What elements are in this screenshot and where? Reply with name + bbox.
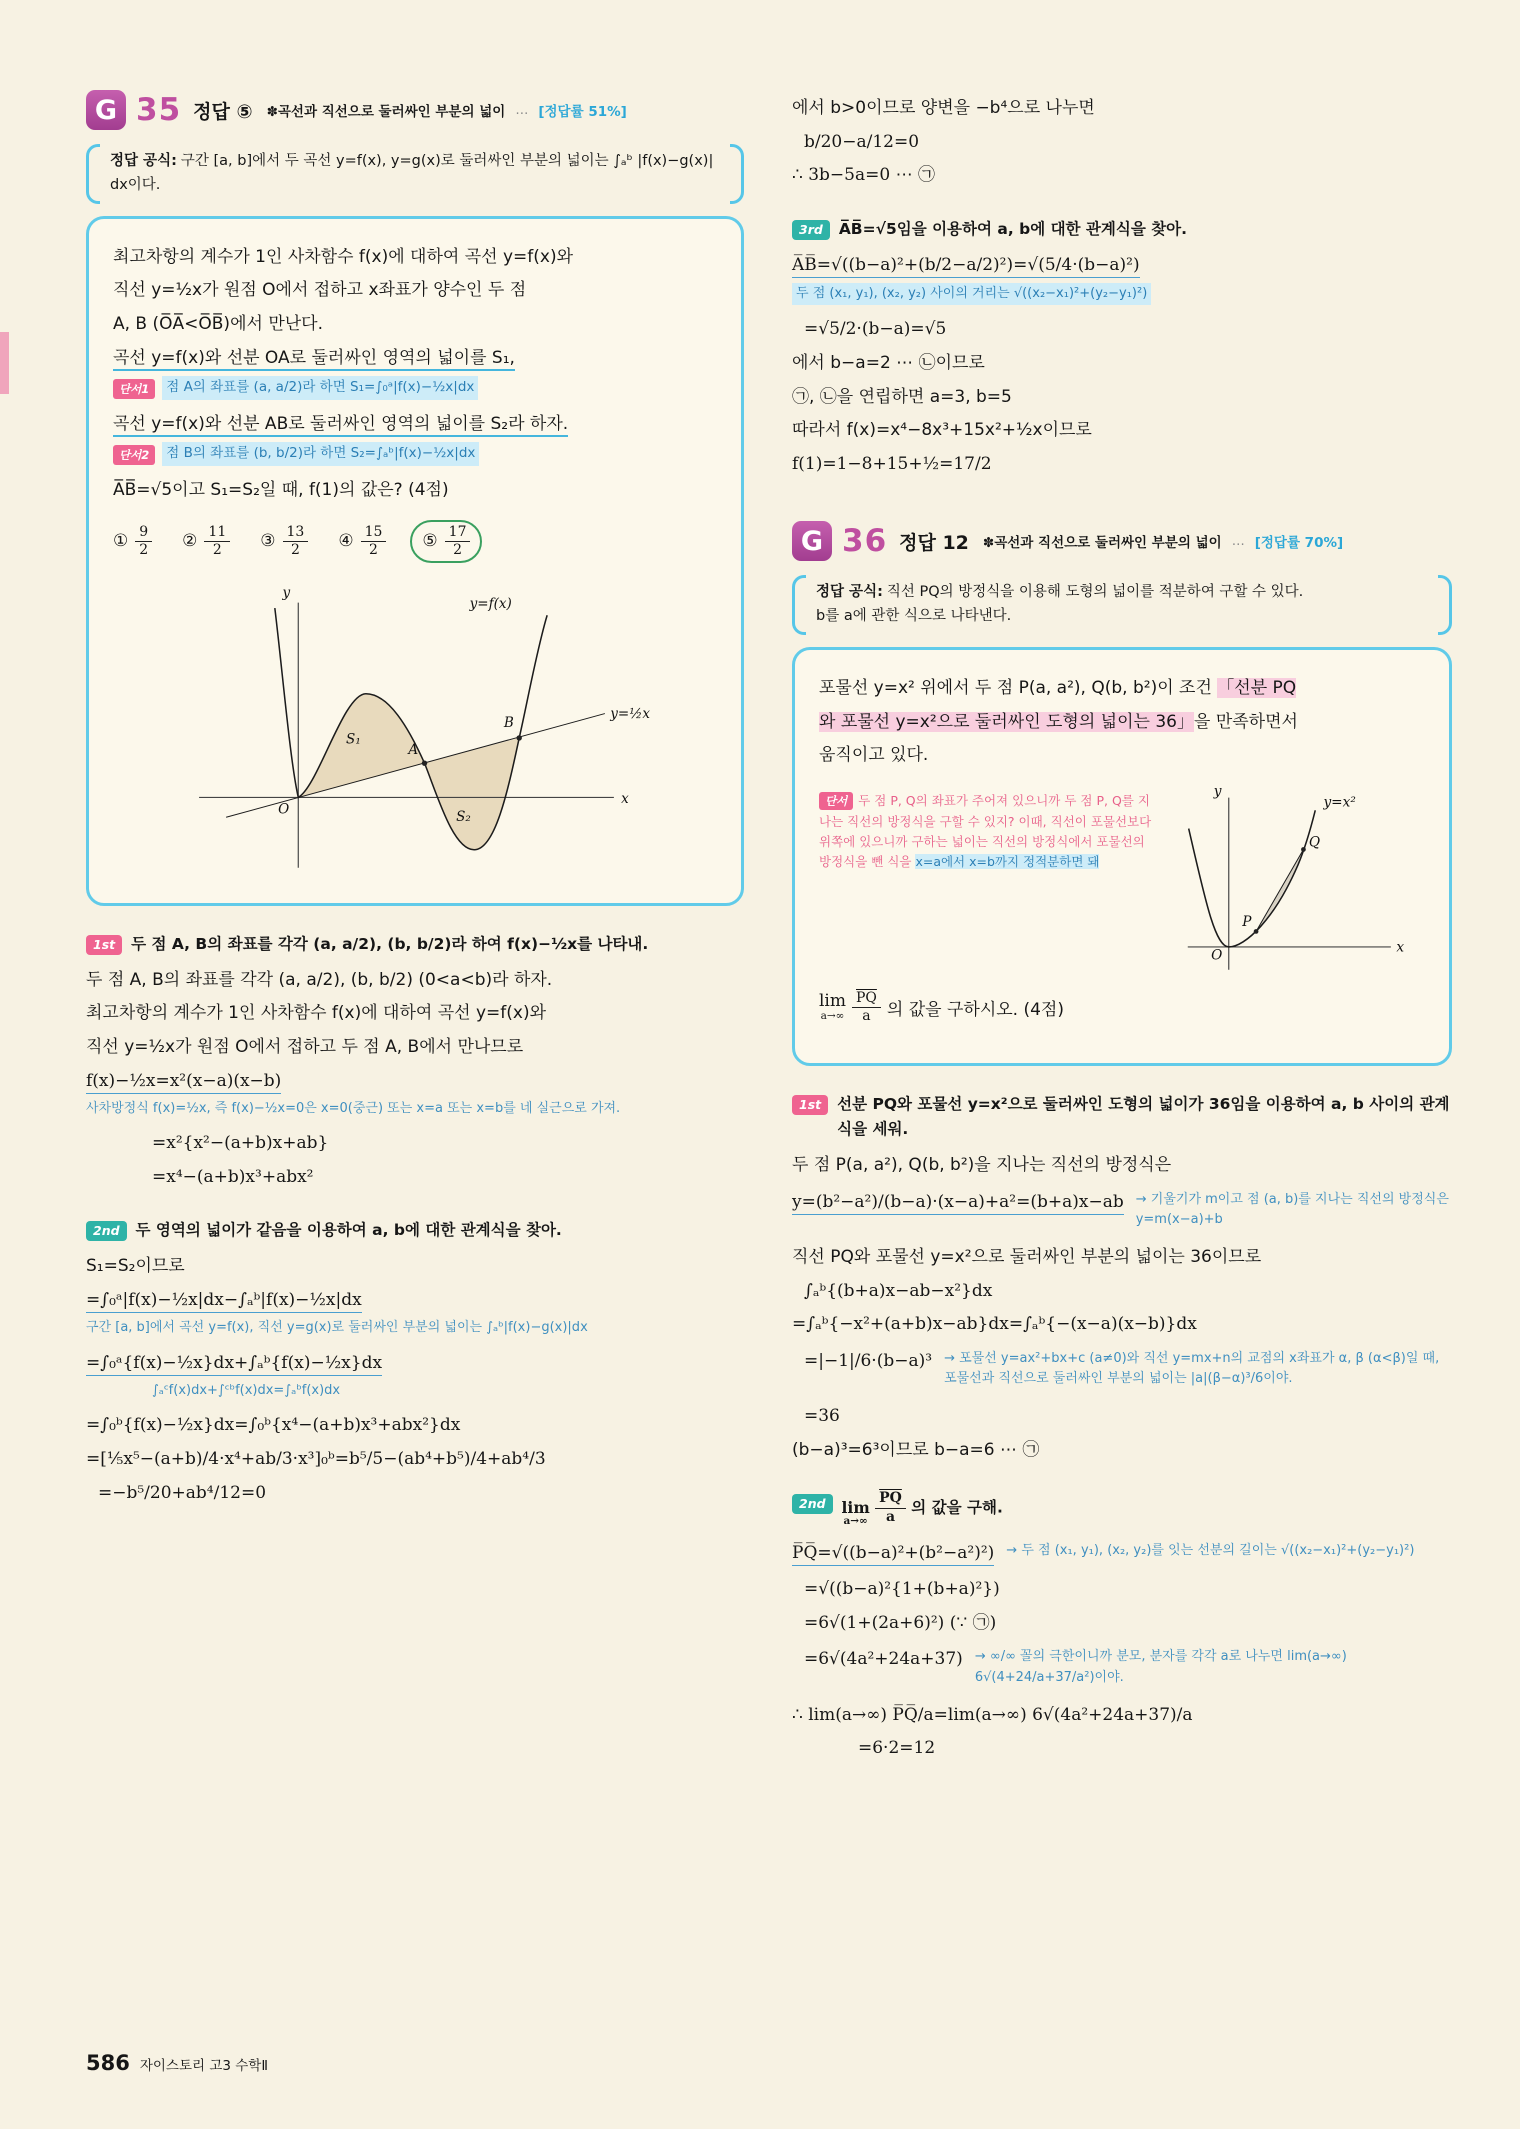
problem-35-header	[86, 90, 744, 130]
choice-1-fraction	[135, 525, 152, 559]
lim-text: lim	[819, 991, 846, 1012]
solution-formula: =6√(1+(2a+6)²) (∵ ㉠)	[804, 1612, 997, 1633]
note-text: ∞/∞ 꼴의 극한이니까 분모, 분자를 각각 a로 나누면 lim(a→∞) 6√(4+24/a+37/a²)이야.	[974, 1649, 1347, 1685]
curve-label: y=f(x)	[469, 596, 512, 613]
problem-35-letter-badge: G	[86, 90, 126, 130]
fraction-denominator: 2	[139, 541, 149, 558]
annotated-formula: =∫₀ᵃ{f(x)−½x}dx+∫ₐᵇ{f(x)−½x}dx	[86, 1353, 382, 1376]
arrow-icon: →	[1135, 1191, 1147, 1207]
fraction-numerator: 15	[361, 525, 387, 542]
solution-formula: =x⁴−(a+b)x³+abx²	[152, 1166, 314, 1187]
solution-formula: f(1)=1−8+15+½=17/2	[792, 453, 992, 474]
solution-formula: ∫ₐᵇ{(b+a)x−ab−x²}dx	[804, 1280, 993, 1301]
answer-formula-box-36	[792, 575, 1452, 635]
clue-and-graph-row	[819, 779, 1425, 979]
solution-formula	[792, 1187, 1124, 1218]
step-1-head	[792, 1092, 1452, 1142]
solution-note: 사차방정식 f(x)=½x, 즉 f(x)−½x=0은 x=0(중근) 또는 x=a 또는 x=b를 네 실근으로 가져.	[86, 1101, 621, 1117]
step-1-head	[86, 932, 744, 957]
step-3-head	[792, 217, 1452, 242]
formula-with-note	[792, 1641, 1452, 1696]
origin-label: O	[1211, 947, 1223, 964]
bracket-left-icon	[86, 144, 100, 204]
solution-line: S₁=S₂이므로	[86, 1256, 185, 1277]
solution-form_ula	[86, 1285, 744, 1316]
solution-note	[1136, 1190, 1452, 1230]
dots-separator: …	[515, 102, 529, 118]
solution-note	[975, 1647, 1452, 1687]
question-line	[819, 707, 1425, 738]
solution-note: 구간 [a, b]에서 곡선 y=f(x), 직선 y=g(x)로 둘러싸인 부분의 넓이는 ∫ₐᵇ|f(x)−g(x)|dx	[86, 1320, 588, 1336]
solution-formula: =[⅕x⁵−(a+b)/4·x⁴+ab/3·x³]₀ᵇ=b⁵/5−(ab⁴+b⁵)/4+ab⁴/3	[86, 1448, 546, 1469]
step-2-badge: 2nd	[792, 1494, 833, 1514]
clue-1-badge: 단서1	[113, 379, 155, 399]
clue-2-text: 점 B의 좌표를 (b, b/2)라 하면 S₂=∫ₐᵇ|f(x)−½x|dx	[162, 442, 479, 466]
step-2-title	[842, 1491, 1003, 1526]
dots-separator: …	[1231, 533, 1245, 549]
point-a-label: A	[407, 742, 418, 759]
clue-1	[113, 376, 717, 400]
point-q-label: Q	[1308, 834, 1321, 851]
solution-line: 직선 y=½x가 원점 O에서 접하고 두 점 A, B에서 만나므로	[86, 1036, 524, 1057]
point-b-label: B	[503, 715, 514, 732]
g35-solution-step-3	[792, 217, 1452, 480]
question-tail: 의 값을 구하시오. (4점)	[886, 1000, 1064, 1021]
solution-note	[792, 283, 1452, 305]
problem-36-rate: [정답률 70%]	[1254, 535, 1344, 552]
chord-pq	[1256, 849, 1303, 931]
step-1-badge: 1st	[792, 1095, 828, 1115]
choice-4	[338, 525, 386, 559]
g36-solution-step-2	[792, 1491, 1452, 1764]
clue-1-text: 점 A의 좌표를 (a, a/2)라 하면 S₁=∫₀ᵃ|f(x)−½x|dx	[162, 376, 478, 400]
clue-note	[819, 791, 1157, 966]
problem-35-number: 35	[136, 92, 182, 128]
parabola-curve	[1189, 810, 1316, 947]
bracket-left-icon	[792, 575, 806, 635]
page-edge-mark	[0, 332, 9, 394]
problem-36-topic: ✽곡선과 직선으로 둘러싸인 부분의 넓이	[982, 535, 1222, 552]
solution-line: 에서 b−a=2 ⋯ ㉡이므로	[792, 352, 985, 373]
underlined-text: 곡선 y=f(x)와 선분 OA로 둘러싸인 영역의 넓이를 S₁,	[113, 348, 515, 371]
fraction-numerator: 11	[204, 525, 230, 542]
problem-35-topic: ✽곡선과 직선으로 둘러싸인 부분의 넓이	[266, 104, 506, 120]
choice-3	[260, 525, 308, 559]
fraction-denominator: a	[885, 1508, 896, 1525]
choice-5-selected	[410, 520, 482, 564]
clue-2	[113, 442, 717, 466]
pq-over-a-fraction	[852, 991, 881, 1025]
question-limit-expression	[819, 991, 1425, 1025]
clue-pink-text: 두 점 P, Q의 좌표가 주어져 있으니까 두 점 P, Q를 지나는 직선의 방정식을 구할 수 있지? 이때, 직선이 포물선보다 위쪽에 있으니까 구하는 넓이는 직선의 방정식에서 포물선의 방정식을 뺀 식을	[819, 793, 1152, 870]
annotated-formula: A̅B̅=√((b−a)²+(b/2−a/2)²)=√(5/4·(b−a)²)	[792, 255, 1140, 278]
step-3-title: A̅B̅=√5임을 이용하여 a, b에 대한 관계식을 찾아.	[838, 219, 1188, 238]
step-2-badge: 2nd	[86, 1221, 127, 1241]
solution-formula: ∴ lim(a→∞) P̅Q̅/a=lim(a→∞) 6√(4a²+24a+37)/a	[792, 1704, 1193, 1725]
solution-formula: b/20−a/12=0	[804, 131, 920, 152]
question-line: 직선 y=½x가 원점 O에서 접하고 x좌표가 양수인 두 점	[113, 280, 527, 301]
answer-choices	[113, 520, 717, 564]
clue-badge: 단서	[819, 792, 853, 810]
formula-with-note	[792, 1343, 1452, 1398]
step-3-badge: 3rd	[792, 220, 830, 240]
arrow-icon: →	[974, 1649, 986, 1665]
solution-formula: =x²{x²−(a+b)x+ab}	[152, 1133, 329, 1154]
problem-36-graph	[1165, 783, 1420, 979]
question-line: 움직이고 있다.	[819, 745, 929, 766]
problem-35-answer-label: 정답 ⑤	[193, 100, 253, 123]
question-line: 최고차항의 계수가 1인 사차함수 f(x)에 대하여 곡선 y=f(x)와	[113, 246, 574, 267]
highlighted-condition: 와 포물선 y=x²으로 둘러싸인 도형의 넓이는 36」	[819, 711, 1194, 732]
step-2-head	[86, 1218, 744, 1243]
formula-body-line2: b를 a에 관한 식으로 나타낸다.	[816, 608, 1012, 625]
problem-36-answer-label: 정답 12	[899, 531, 969, 554]
g35-solution-continued	[792, 93, 1452, 191]
problem-36-letter-badge: G	[792, 521, 832, 561]
fraction-numerator: $\overline{PQ}$	[875, 1491, 906, 1508]
y-axis-label: y	[1213, 783, 1222, 800]
bracket-right-icon	[1438, 575, 1452, 635]
annotated-formula: P̅Q̅=√((b−a)²+(b²−a²)²)	[792, 1543, 994, 1566]
step-1-title: 선분 PQ와 포물선 y=x²으로 둘러싸인 도형의 넓이가 36임을 이용하여 a, b 사이의 관계식을 세워.	[837, 1095, 1450, 1139]
choice-4-fraction	[361, 525, 387, 559]
choice-4-marker: ④	[338, 531, 354, 552]
step-2-head	[792, 1491, 1452, 1526]
choice-3-marker: ③	[260, 531, 276, 552]
question-text: 을 만족하면서	[1194, 711, 1298, 732]
pq-over-a-fraction	[875, 1491, 906, 1525]
step-title-tail: 의 값을 구해.	[911, 1498, 1003, 1517]
question-line	[113, 343, 717, 374]
g35-solution-step-2	[86, 1218, 744, 1508]
problem-36-header	[792, 521, 1452, 561]
s2-label: S₂	[455, 809, 471, 826]
solution-formula: =6√(4a²+24a+37)	[804, 1649, 963, 1670]
arrow-icon: →	[944, 1350, 955, 1366]
formula-with-note	[792, 1184, 1452, 1239]
formula-body-line1: 직선 PQ의 방정식을 이용해 도형의 넓이를 적분하여 구할 수 있다.	[886, 584, 1304, 601]
s1-label: S₁	[345, 731, 361, 748]
lim-text: lim	[841, 1497, 870, 1517]
question-text: 포물선 y=x² 위에서 두 점 P(a, a²), Q(b, b²)이 조건	[819, 678, 1218, 699]
clue-highlight-text: x=a에서 x=b까지 정적분하면 돼	[915, 854, 1100, 870]
fraction-denominator: 2	[212, 541, 222, 558]
answer-formula-box-35	[86, 144, 744, 204]
problem-35-graph	[163, 581, 668, 879]
choice-3-fraction	[283, 525, 309, 559]
point-b-dot	[516, 736, 521, 741]
note-text: 포물선 y=ax²+bx+c (a≠0)와 직선 y=mx+n의 교점의 x좌표가 α, β (α<β)일 때, 포물선과 직선으로 둘러싸인 부분의 넓이는 |a|(β−α)³/6이야.	[944, 1350, 1440, 1386]
fraction-denominator: 2	[290, 541, 300, 558]
solution-line: 두 점 P(a, a²), Q(b, b²)을 지나는 직선의 방정식은	[792, 1155, 1172, 1176]
x-axis-label: x	[620, 791, 629, 808]
formula-with-note	[792, 1535, 1452, 1572]
solution-line: 직선 PQ와 포물선 y=x²으로 둘러싸인 부분의 넓이는 36이므로	[792, 1246, 1262, 1267]
solution-formula: =∫ₐᵇ{−x²+(a+b)x−ab}dx=∫ₐᵇ{−(x−a)(x−b)}dx	[792, 1314, 1197, 1335]
solution-line: 에서 b>0이므로 양변을 −b⁴으로 나누면	[792, 98, 1095, 118]
fraction-denominator: a	[862, 1008, 871, 1025]
annotated-formula: y=(b²−a²)/(b−a)·(x−a)+a²=(b+a)x−ab	[792, 1192, 1124, 1215]
left-column	[86, 90, 744, 1782]
problem-35-question-box	[86, 216, 744, 906]
lim-subscript: a→∞	[843, 1515, 868, 1528]
solution-line: 최고차항의 계수가 1인 사차함수 f(x)에 대하여 곡선 y=f(x)와	[86, 1003, 547, 1024]
page-footer	[86, 2051, 268, 2075]
right-column	[792, 90, 1452, 1782]
g35-solution-step-1	[86, 932, 744, 1193]
page-number: 586	[86, 2051, 130, 2075]
fraction-numerator: 9	[135, 525, 152, 542]
book-title: 자이스토리 고3 수학Ⅱ	[139, 2058, 268, 2074]
solution-formula	[86, 1348, 744, 1379]
question-line: A̅B̅=√5이고 S₁=S₂일 때, f(1)의 값은? (4점)	[113, 480, 449, 500]
origin-label: O	[277, 802, 289, 819]
highlighted-note: 두 점 (x₁, y₁), (x₂, y₂) 사이의 거리는 √((x₂−x₁)²+(y₂−y₁)²)	[792, 283, 1151, 305]
fraction-numerator: $\overline{PQ}$	[852, 991, 881, 1008]
fraction-denominator: 2	[369, 541, 378, 558]
step-1-title: 두 점 A, B의 좌표를 각각 (a, a/2), (b, b/2)라 하여 f(x)−½x를 나타내.	[131, 934, 649, 953]
arrow-icon: →	[1006, 1542, 1018, 1558]
formula-label: 정답 공식:	[110, 153, 177, 169]
note-text: 기울기가 m이고 점 (a, b)를 지나는 직선의 방정식은 y=m(x−a)+b	[1135, 1191, 1449, 1227]
choice-1	[113, 525, 152, 559]
solution-formula	[86, 1066, 744, 1097]
g36-solution-step-1	[792, 1092, 1452, 1465]
fraction-numerator: 17	[445, 525, 471, 542]
point-q-dot	[1301, 847, 1306, 852]
solution-formula: =√((b−a)²{1+(b+a)²})	[804, 1579, 1000, 1600]
formula-label: 정답 공식:	[816, 584, 883, 601]
formula-text	[816, 577, 1428, 633]
step-1-badge: 1st	[86, 935, 122, 955]
line-label: y=½x	[609, 706, 650, 723]
underlined-text: 곡선 y=f(x)와 선분 AB로 둘러싸인 영역의 넓이를 S₂라 하자.	[113, 414, 568, 437]
question-line: A, B (O̅A̅<O̅B̅)에서 만난다.	[113, 314, 323, 335]
problem-36-number: 36	[842, 523, 888, 560]
point-a-dot	[421, 761, 426, 766]
step-2-title: 두 영역의 넓이가 같음을 이용하여 a, b에 대한 관계식을 찾아.	[135, 1221, 562, 1240]
solution-formula: =−b⁵/20+ab⁴/12=0	[98, 1482, 267, 1503]
lim-subscript: a→∞	[820, 1010, 845, 1023]
solution-note: ∫ₐᶜf(x)dx+∫ᶜᵇf(x)dx=∫ₐᵇf(x)dx	[152, 1383, 341, 1399]
limit-operator	[841, 1497, 870, 1528]
solution-line: (b−a)³=6³이므로 b−a=6 ⋯ ㉠	[792, 1439, 1040, 1460]
choice-5-fraction	[445, 525, 471, 559]
question-line	[113, 409, 717, 440]
problem-36-question-box	[792, 647, 1452, 1066]
highlighted-condition: 「선분 PQ	[1217, 678, 1297, 699]
fraction-denominator: 2	[453, 541, 463, 558]
point-p-dot	[1254, 929, 1259, 934]
solution-formula	[792, 1538, 994, 1569]
choice-1-marker: ①	[113, 531, 129, 552]
bracket-right-icon	[730, 144, 744, 204]
solution-note	[944, 1349, 1452, 1389]
choice-2-marker: ②	[182, 531, 198, 552]
annotated-formula: =∫₀ᵃ|f(x)−½x|dx−∫ₐᵇ|f(x)−½x|dx	[86, 1290, 362, 1313]
region-s2	[424, 738, 519, 850]
choice-5-marker: ⑤	[422, 531, 438, 552]
curve-label: y=x²	[1323, 794, 1356, 811]
formula-text	[110, 146, 720, 202]
solution-formula: ∴ 3b−5a=0 ⋯ ㉠	[792, 165, 935, 186]
limit-operator	[819, 993, 846, 1022]
solution-formula: =6·2=12	[858, 1738, 936, 1759]
region-s1	[298, 694, 424, 798]
problem-35-rate: [정답률 51%]	[538, 104, 627, 120]
annotated-formula: f(x)−½x=x²(x−a)(x−b)	[86, 1071, 281, 1094]
solution-formula	[792, 250, 1452, 281]
solution-line: 두 점 A, B의 좌표를 각각 (a, a/2), (b, b/2) (0<a<b)라 하자.	[86, 969, 553, 990]
clue-2-badge: 단서2	[113, 445, 155, 465]
choice-2	[182, 525, 230, 559]
solution-line: 따라서 f(x)=x⁴−8x³+15x²+½x이므로	[792, 420, 1092, 441]
point-p-label: P	[1242, 913, 1252, 930]
x-axis-label: x	[1396, 939, 1405, 956]
solution-formula: =|−1|/6·(b−a)³	[804, 1350, 933, 1371]
solution-note	[1006, 1541, 1452, 1561]
question-line	[819, 673, 1425, 704]
choice-2-fraction	[204, 525, 230, 559]
solution-line: ㉠, ㉡을 연립하면 a=3, b=5	[792, 386, 1012, 407]
y-axis-label: y	[282, 585, 290, 602]
solution-formula: =36	[804, 1406, 840, 1427]
fraction-numerator: 13	[283, 525, 309, 542]
solution-formula: =√5/2·(b−a)=√5	[804, 319, 947, 340]
formula-body: 구간 [a, b]에서 두 곡선 y=f(x), y=g(x)로 둘러싸인 부분의 넓이는 ∫ₐᵇ |f(x)−g(x)| dx이다.	[110, 153, 714, 193]
solution-formula: =∫₀ᵇ{f(x)−½x}dx=∫₀ᵇ{x⁴−(a+b)x³+abx²}dx	[86, 1415, 461, 1436]
note-text: 두 점 (x₁, y₁), (x₂, y₂)를 잇는 선분의 길이는 √((x₂−x₁)²+(y₂−y₁)²)	[1021, 1542, 1415, 1558]
